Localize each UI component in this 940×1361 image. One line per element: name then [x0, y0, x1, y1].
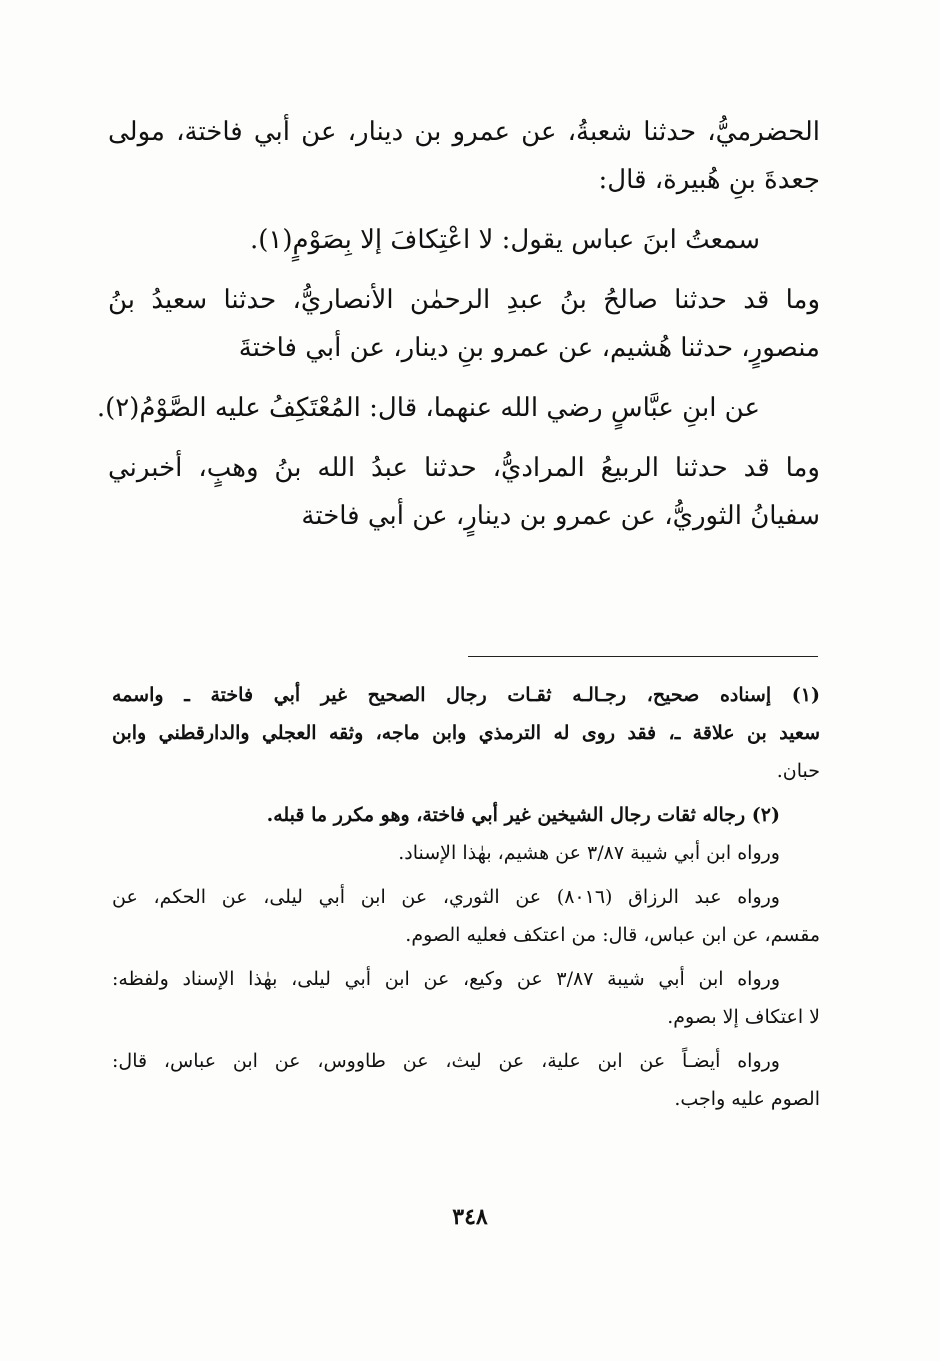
main-text	[96, 108, 820, 540]
footnote-2-line-2: ورواه ابن أبي شيبة ٣/٨٧ عن هشيم، بهٰذا الإسناد.	[398, 842, 780, 864]
body-line-8: سفيانُ الثوريُّ، عن عمرو بن دينارٍ، عن أبي فاختة	[301, 501, 820, 531]
footnote-1-line-1: (١) إسناده صحيح، رجـالـه ثقـات رجال الصحيح غير أبي فاختة ـ واسمه	[112, 684, 820, 706]
body-line-5: منصورٍ، حدثنا هُشيم، عن عمرو بنِ دينار، عن أبي فاختةَ	[238, 333, 820, 363]
footnote-2-line-6: لا اعتكاف إلا بصوم.	[667, 1006, 820, 1028]
body-line-4: وما قد حدثنا صالحُ بنُ عبدِ الرحمٰن الأنصاريُّ، حدثنا سعيدُ بنُ	[108, 285, 820, 315]
quote-line-ibn-abbas: سمعتُ ابنَ عباس يقول: لا اعْتِكافَ إلا بِصَوْمٍ(١).	[249, 225, 760, 255]
footnote-2-line-1: (٢) رجاله ثقات رجال الشيخين غير أبي فاختة، وهو مكرر ما قبله.	[266, 804, 780, 826]
footnote-separator	[468, 656, 818, 657]
footnote-2-line-7: ورواه أيضـاً عن ابن علية، عن ليث، عن طاووس، عن ابن عباس، قال:	[112, 1050, 780, 1072]
footnote-2-line-8: الصوم عليه واجب.	[674, 1088, 820, 1110]
footnotes	[112, 676, 820, 1118]
body-line-2: جعدةَ بنِ هُبيرة، قال:	[598, 165, 820, 195]
body-line-7: وما قد حدثنا الربيعُ المراديُّ، حدثنا عبدُ الله بنُ وهبٍ، أخبرني	[108, 453, 820, 483]
footnote-2-line-3: ورواه عبد الرزاق (٨٠١٦) عن الثوري، عن ابن أبي ليلى، عن الحكم، عن	[112, 886, 780, 908]
footnote-1-line-2: سعيد بن علاقة ـ، فقد روى له الترمذي وابن ماجه، وثقه العجلي والدارقطني وابن	[112, 722, 820, 744]
footnote-1-line-3: حبان.	[776, 760, 820, 782]
footnote-2-line-4: مقسم، عن ابن عباس، قال: من اعتكف فعليه الصوم.	[405, 924, 820, 946]
footnote-2-line-5: ورواه ابن أبي شيبة ٣/٨٧ عن وكيع، عن ابن أبي ليلى، بهٰذا الإسناد ولفظه:	[112, 968, 780, 990]
quote-line-mutakif: عن ابنِ عبَّاسٍ رضي الله عنهما، قال: المُعْتَكِفُ عليه الصَّوْمُ(٢).	[96, 393, 760, 423]
body-line-1: الحضرميُّ، حدثنا شعبةُ، عن عمرو بن دينار، عن أبي فاختة، مولى	[108, 117, 820, 147]
page-number: ٣٤٨	[452, 1204, 488, 1230]
